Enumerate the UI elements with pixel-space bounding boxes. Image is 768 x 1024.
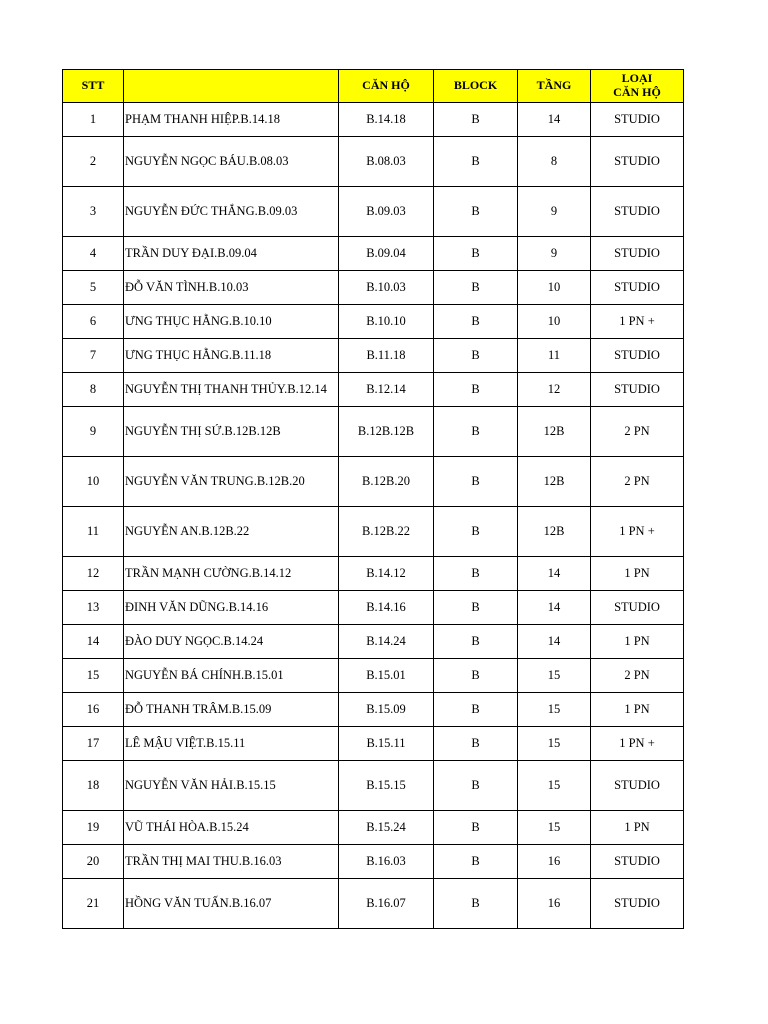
cell-tang: 10 [518,305,591,339]
cell-can-ho: B.16.07 [339,879,434,929]
cell-tang: 11 [518,339,591,373]
cell-block: B [434,625,518,659]
cell-block: B [434,339,518,373]
cell-block: B [434,137,518,187]
cell-name: NGUYỄN AN.B.12B.22 [124,507,339,557]
header-can-ho: CĂN HỘ [339,70,434,103]
cell-block: B [434,103,518,137]
table-row [63,305,684,339]
cell-loai-can-ho: 1 PN [591,625,684,659]
cell-tang: 12B [518,407,591,457]
cell-stt: 4 [63,237,124,271]
cell-can-ho: B.16.03 [339,845,434,879]
cell-tang: 12 [518,373,591,407]
cell-tang: 9 [518,237,591,271]
cell-loai-can-ho: STUDIO [591,591,684,625]
cell-stt: 1 [63,103,124,137]
header-loai-can-ho [591,70,684,103]
cell-block: B [434,271,518,305]
cell-name: NGUYỄN THỊ SỨ.B.12B.12B [124,407,339,457]
header-tang: TẦNG [518,70,591,103]
cell-block: B [434,693,518,727]
cell-name: VŨ THÁI HÒA.B.15.24 [124,811,339,845]
cell-tang: 14 [518,103,591,137]
cell-name: TRẦN THỊ MAI THU.B.16.03 [124,845,339,879]
cell-stt: 21 [63,879,124,929]
cell-loai-can-ho: 2 PN [591,659,684,693]
cell-stt: 20 [63,845,124,879]
cell-name: TRẦN DUY ĐẠI.B.09.04 [124,237,339,271]
table-row [63,103,684,137]
cell-name: ĐỖ VĂN TÌNH.B.10.03 [124,271,339,305]
table-row [63,879,684,929]
cell-name: HỒNG VĂN TUẤN.B.16.07 [124,879,339,929]
cell-can-ho: B.15.09 [339,693,434,727]
header-block: BLOCK [434,70,518,103]
cell-can-ho: B.10.03 [339,271,434,305]
cell-block: B [434,761,518,811]
table-row [63,339,684,373]
cell-name: ĐỖ THANH TRÂM.B.15.09 [124,693,339,727]
cell-loai-can-ho: 1 PN [591,693,684,727]
table-row [63,557,684,591]
cell-name: LÊ MẬU VIỆT.B.15.11 [124,727,339,761]
cell-loai-can-ho: STUDIO [591,237,684,271]
cell-stt: 3 [63,187,124,237]
cell-loai-can-ho: STUDIO [591,339,684,373]
cell-tang: 16 [518,879,591,929]
cell-can-ho: B.15.11 [339,727,434,761]
cell-can-ho: B.12B.12B [339,407,434,457]
cell-block: B [434,187,518,237]
cell-block: B [434,845,518,879]
apartment-list-sheet [62,69,683,929]
cell-block: B [434,811,518,845]
cell-loai-can-ho: 1 PN [591,811,684,845]
cell-name: ĐINH VĂN DŨNG.B.14.16 [124,591,339,625]
cell-name: NGUYỄN ĐỨC THẮNG.B.09.03 [124,187,339,237]
cell-stt: 16 [63,693,124,727]
cell-stt: 10 [63,457,124,507]
table-row [63,625,684,659]
cell-name: NGUYỄN VĂN HẢI.B.15.15 [124,761,339,811]
header-loai-line1: LOẠI [621,71,653,86]
cell-name: PHẠM THANH HIỆP.B.14.18 [124,103,339,137]
cell-tang: 15 [518,761,591,811]
cell-loai-can-ho: 1 PN + [591,507,684,557]
cell-can-ho: B.12B.20 [339,457,434,507]
cell-tang: 16 [518,845,591,879]
cell-stt: 6 [63,305,124,339]
cell-can-ho: B.12B.22 [339,507,434,557]
cell-name: ƯNG THỤC HẰNG.B.11.18 [124,339,339,373]
cell-stt: 18 [63,761,124,811]
cell-block: B [434,879,518,929]
table-row [63,373,684,407]
table-body [63,103,684,929]
cell-stt: 8 [63,373,124,407]
cell-tang: 10 [518,271,591,305]
cell-loai-can-ho: 2 PN [591,407,684,457]
cell-block: B [434,727,518,761]
table-row [63,137,684,187]
cell-can-ho: B.12.14 [339,373,434,407]
cell-tang: 12B [518,507,591,557]
cell-block: B [434,373,518,407]
cell-stt: 5 [63,271,124,305]
header-loai-line2: CĂN HỘ [613,85,661,99]
cell-can-ho: B.15.24 [339,811,434,845]
cell-stt: 13 [63,591,124,625]
table-row [63,811,684,845]
cell-tang: 15 [518,811,591,845]
cell-block: B [434,507,518,557]
cell-block: B [434,305,518,339]
cell-loai-can-ho: STUDIO [591,879,684,929]
cell-stt: 14 [63,625,124,659]
cell-loai-can-ho: 2 PN [591,457,684,507]
cell-name: ĐÀO DUY NGỌC.B.14.24 [124,625,339,659]
table-row [63,507,684,557]
cell-stt: 17 [63,727,124,761]
cell-tang: 14 [518,557,591,591]
table-row [63,407,684,457]
cell-loai-can-ho: 1 PN + [591,727,684,761]
cell-loai-can-ho: STUDIO [591,103,684,137]
cell-can-ho: B.14.12 [339,557,434,591]
table-row [63,693,684,727]
cell-tang: 14 [518,625,591,659]
table-row [63,237,684,271]
cell-loai-can-ho: STUDIO [591,845,684,879]
cell-can-ho: B.11.18 [339,339,434,373]
cell-tang: 8 [518,137,591,187]
table-row [63,659,684,693]
cell-block: B [434,237,518,271]
cell-tang: 9 [518,187,591,237]
cell-name: ƯNG THỤC HẰNG.B.10.10 [124,305,339,339]
cell-loai-can-ho: 1 PN + [591,305,684,339]
cell-loai-can-ho: STUDIO [591,137,684,187]
cell-can-ho: B.15.15 [339,761,434,811]
table-row [63,727,684,761]
table-row [63,845,684,879]
cell-block: B [434,457,518,507]
table-row [63,187,684,237]
cell-stt: 11 [63,507,124,557]
cell-stt: 9 [63,407,124,457]
table-row [63,761,684,811]
cell-stt: 15 [63,659,124,693]
cell-name: NGUYỄN THỊ THANH THỦY.B.12.14 [124,373,339,407]
apartment-table [62,69,684,929]
cell-tang: 14 [518,591,591,625]
cell-stt: 2 [63,137,124,187]
cell-stt: 7 [63,339,124,373]
cell-loai-can-ho: STUDIO [591,187,684,237]
cell-can-ho: B.10.10 [339,305,434,339]
cell-loai-can-ho: STUDIO [591,373,684,407]
header-stt: STT [63,70,124,103]
cell-loai-can-ho: STUDIO [591,761,684,811]
cell-name: NGUYỄN VĂN TRUNG.B.12B.20 [124,457,339,507]
cell-block: B [434,659,518,693]
cell-tang: 15 [518,727,591,761]
cell-can-ho: B.14.18 [339,103,434,137]
cell-can-ho: B.15.01 [339,659,434,693]
cell-tang: 15 [518,659,591,693]
cell-name: TRẦN MẠNH CƯỜNG.B.14.12 [124,557,339,591]
cell-block: B [434,407,518,457]
table-row [63,457,684,507]
cell-can-ho: B.09.04 [339,237,434,271]
cell-loai-can-ho: STUDIO [591,271,684,305]
header-name [124,70,339,103]
cell-loai-can-ho: 1 PN [591,557,684,591]
cell-name: NGUYỄN BÁ CHÍNH.B.15.01 [124,659,339,693]
cell-can-ho: B.08.03 [339,137,434,187]
cell-stt: 19 [63,811,124,845]
cell-can-ho: B.14.24 [339,625,434,659]
cell-block: B [434,557,518,591]
header-row [63,70,684,103]
cell-block: B [434,591,518,625]
table-row [63,271,684,305]
cell-stt: 12 [63,557,124,591]
cell-can-ho: B.09.03 [339,187,434,237]
cell-can-ho: B.14.16 [339,591,434,625]
cell-tang: 15 [518,693,591,727]
cell-tang: 12B [518,457,591,507]
cell-name: NGUYỄN NGỌC BÁU.B.08.03 [124,137,339,187]
table-row [63,591,684,625]
